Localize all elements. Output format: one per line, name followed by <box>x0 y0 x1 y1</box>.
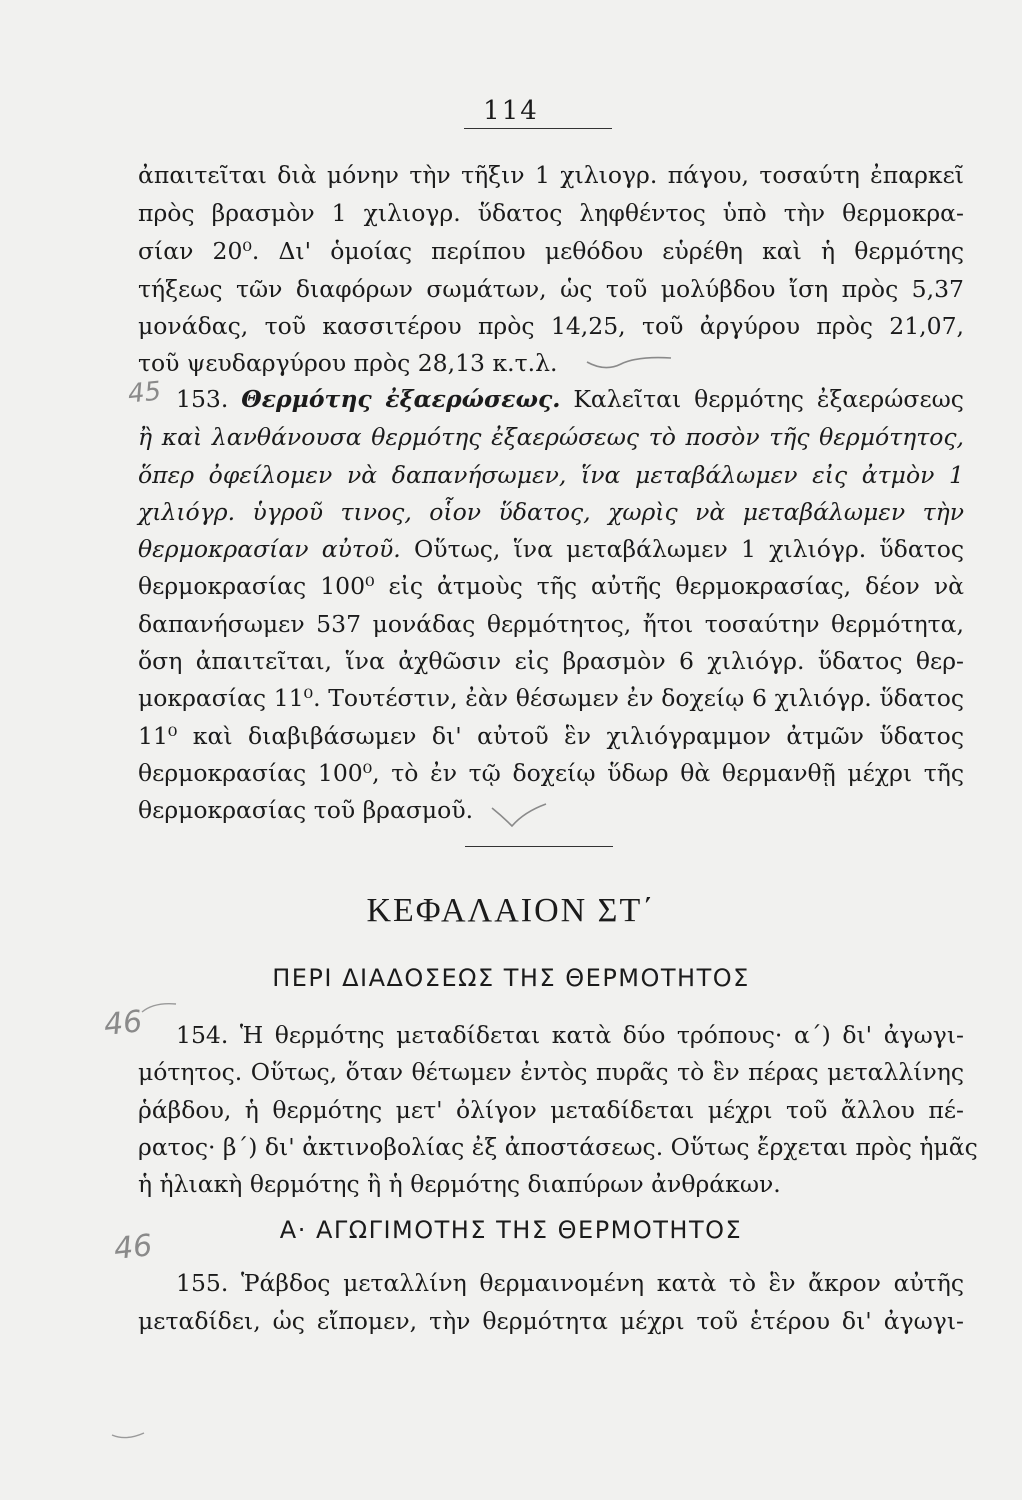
pencil-mark-icon <box>140 998 180 1018</box>
text-line: μεταδίδει, ὡς εἴπομεν, τὴν θερμότητα μέχρι τοῦ ἑτέρου δι' ἀγωγι- <box>138 1307 964 1335</box>
text-line: ἡ ἡλιακὴ θερμότης ἢ ἡ θερμότης διαπύρων ἀνθράκων. <box>138 1170 781 1198</box>
text-line: 155. Ῥάβδος μεταλλίνη θερμαινομένη κατὰ τὸ ἓν ἄκρον αὐτῆς <box>176 1269 964 1297</box>
text-line: σίαν 20⁰. Δι' ὁμοίας περίπου μεθόδου εὑρέθη καὶ ἡ θερμότης <box>138 237 964 265</box>
margin-note: 45 <box>126 376 163 410</box>
paragraph-153-first-line <box>176 384 964 414</box>
text-line: ρατος· β΄) δι' ἀκτινοβολίας ἐξ ἀποστάσεως. Οὕτως ἔρχεται πρὸς ἡμᾶς <box>138 1133 978 1161</box>
paragraph-title: Θερμότης ἐξαερώσεως. <box>241 385 561 413</box>
pencil-mark-icon <box>110 1425 150 1445</box>
text-line: δαπανήσωμεν 537 μονάδας θερμότητος, ἤτοι τοσαύτην θερμότητα, <box>138 610 964 638</box>
text-line: μονάδας, τοῦ κασσιτέρου πρὸς 14,25, τοῦ ἀργύρου πρὸς 21,07, <box>138 312 964 340</box>
text-fragment: Οὕτως, ἵνα μεταβάλωμεν 1 χιλιόγρ. ὕδατος <box>414 535 964 563</box>
margin-note: 46 <box>102 1004 144 1043</box>
text-line: πρὸς βρασμὸν 1 χιλιογρ. ὕδατος ληφθέντος ὑπὸ τὴν θερμοκρα- <box>138 199 964 227</box>
chapter-subtitle: ΠΕΡΙ ΔΙΑΔΟΣΕΩΣ ΤΗΣ ΘΕΡΜΟΤΗΤΟΣ <box>272 964 750 992</box>
text-line: τήξεως τῶν διαφόρων σωμάτων, ὡς τοῦ μολύβδου ἴση πρὸς 5,37 <box>138 275 964 303</box>
text-line: 154. Ἡ θερμότης μεταδίδεται κατὰ δύο τρόπους· α΄) δι' ἀγωγι- <box>176 1021 964 1049</box>
header-rule <box>464 128 612 129</box>
pencil-mark-icon <box>585 348 675 378</box>
section-heading: Α· ΑΓΩΓΙΜΟΤΗΣ ΤΗΣ ΘΕΡΜΟΤΗΤΟΣ <box>279 1216 743 1244</box>
text-line: θερμοκρασίας τοῦ βρασμοῦ. <box>138 796 474 824</box>
text-line: θερμοκρασίας 100⁰, τὸ ἐν τῷ δοχείῳ ὕδωρ θὰ θερμανθῇ μέχρι τῆς <box>138 759 964 787</box>
text-line: ῥάβδου, ἡ θερμότης μετ' ὀλίγον μεταδίδεται μέχρι τοῦ ἄλλου πέ- <box>138 1096 964 1124</box>
chapter-title: ΚΕΦΑΛΑΙΟΝ ΣΤ΄ <box>366 892 656 929</box>
text-line: ἢ καὶ λανθάνουσα θερμότης ἐξαερώσεως τὸ ποσὸν τῆς θερμότητος, <box>138 423 964 451</box>
text-line: μοκρασίας 11⁰. Τουτέστιν, ἐὰν θέσωμεν ἐν δοχείῳ 6 χιλιόγρ. ὕδατος <box>138 684 964 712</box>
margin-note: 46 <box>112 1228 154 1267</box>
text-line: ὅπερ ὀφείλομεν νὰ δαπανήσωμεν, ἵνα μεταβάλωμεν εἰς ἀτμὸν 1 <box>138 461 964 489</box>
text-line: 11⁰ καὶ διαβιβάσωμεν δι' αὐτοῦ ἓν χιλιόγραμμον ἀτμῶν ὕδατος <box>138 722 964 750</box>
text-line: χιλιόγρ. ὑγροῦ τινος, οἷον ὕδατος, χωρὶς νὰ μεταβάλωμεν τὴν <box>138 498 964 526</box>
text-line: ὅση ἀπαιτεῖται, ἵνα ἀχθῶσιν εἰς βρασμὸν 6 χιλιόγρ. ὕδατος θερ- <box>138 647 964 675</box>
text-fragment: θερμοκρασίαν αὐτοῦ. <box>138 535 401 563</box>
text-line <box>138 534 964 564</box>
text-fragment: Καλεῖται θερμότης ἐξαερώσεως <box>573 385 964 413</box>
pencil-mark-icon <box>490 800 550 836</box>
page-number: 114 <box>483 96 539 126</box>
text-line: τοῦ ψευδαργύρου πρὸς 28,13 κ.τ.λ. <box>138 349 558 377</box>
paragraph-number: 153. <box>176 385 229 413</box>
text-line: θερμοκρασίας 100⁰ εἰς ἀτμοὺς τῆς αὐτῆς θερμοκρασίας, δέον νὰ <box>138 572 964 600</box>
text-line: μότητος. Οὕτως, ὅταν θέτωμεν ἐντὸς πυρᾶς τὸ ἓν πέρας μεταλλίνης <box>138 1058 964 1086</box>
section-rule <box>465 846 613 847</box>
text-line: ἀπαιτεῖται διὰ μόνην τὴν τῆξιν 1 χιλιογρ. πάγου, τοσαύτη ἐπαρκεῖ <box>138 161 964 189</box>
